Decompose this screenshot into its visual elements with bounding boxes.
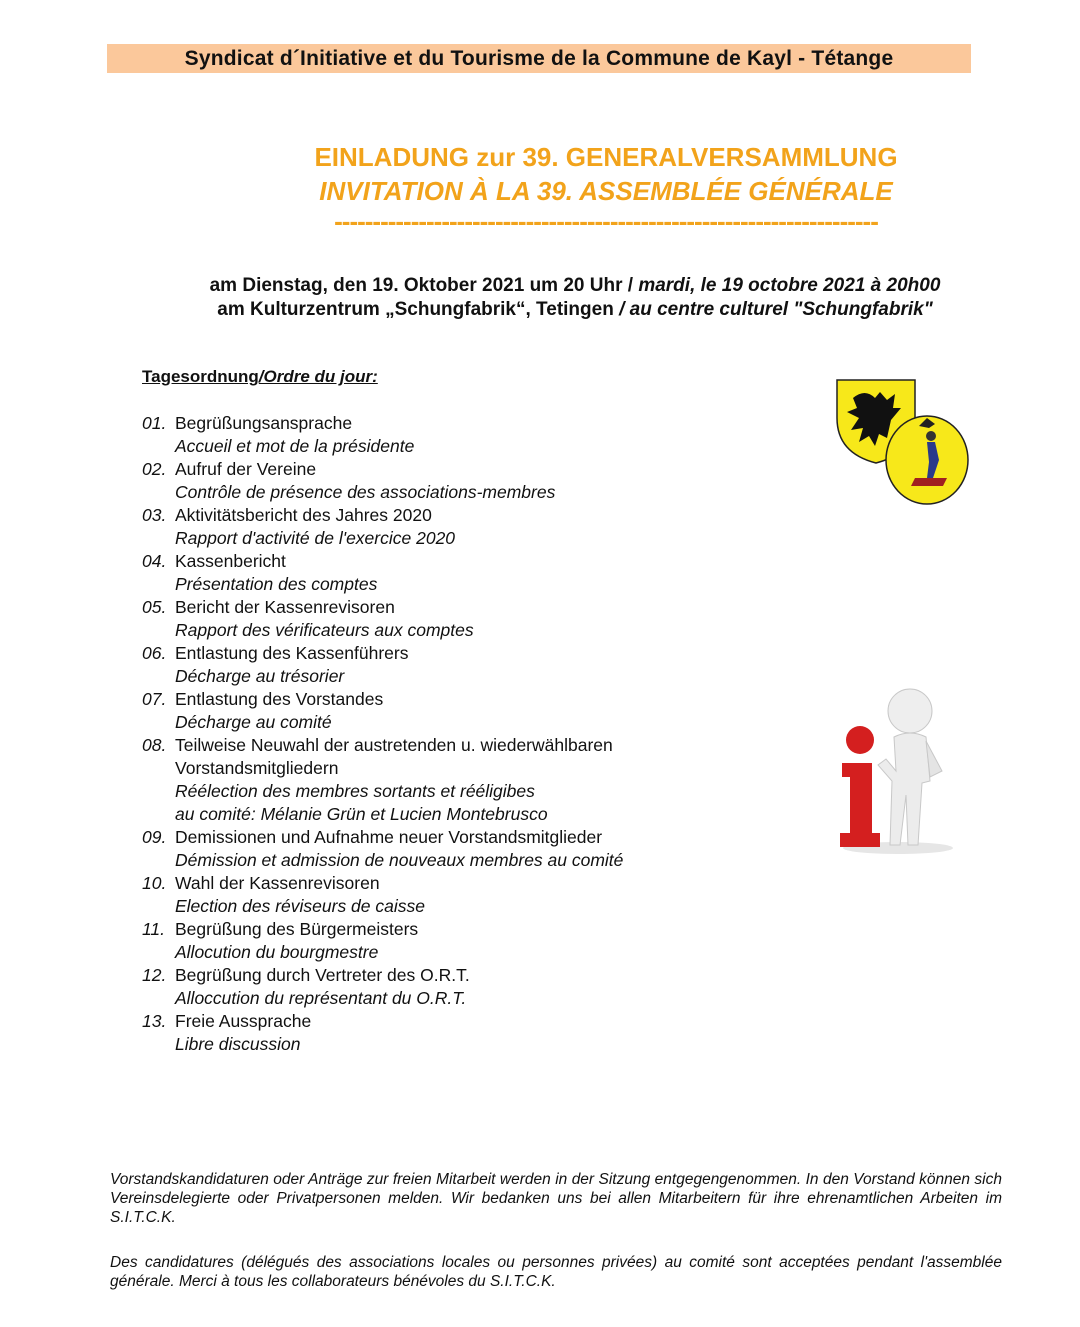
agenda-item-number: 01. bbox=[142, 413, 167, 433]
agenda-item-text bbox=[175, 504, 742, 550]
info-figure-icon bbox=[838, 685, 958, 855]
agenda-item-number: 08. bbox=[142, 735, 167, 755]
agenda-heading-de: Tagesordnung bbox=[142, 367, 259, 386]
agenda-item bbox=[142, 734, 742, 826]
agenda-item-german: Aktivitätsbericht des Jahres 2020 bbox=[175, 505, 432, 525]
agenda-item-french: Allocution du bourgmestre bbox=[175, 942, 379, 962]
agenda-item-french: Présentation des comptes bbox=[175, 574, 378, 594]
agenda-item-german: Wahl der Kassenrevisoren bbox=[175, 873, 380, 893]
event-date-de: am Dienstag, den 19. Oktober 2021 um 20 Uhr / bbox=[209, 275, 639, 296]
agenda-item-text bbox=[175, 1010, 742, 1056]
agenda-item-text bbox=[175, 826, 742, 872]
invitation-title bbox=[240, 140, 972, 234]
agenda-item-text bbox=[175, 550, 742, 596]
title-dash-line: ----------------------------------------------------------------------- bbox=[334, 208, 878, 234]
agenda-item-french: Contrôle de présence des associations-membres bbox=[175, 482, 556, 502]
agenda-item-number: 02. bbox=[142, 459, 167, 479]
agenda-list bbox=[142, 412, 742, 1056]
agenda-item-number: 05. bbox=[142, 597, 167, 617]
agenda-item bbox=[142, 412, 742, 458]
agenda-item-german: Begrüßung durch Vertreter des O.R.T. bbox=[175, 965, 470, 985]
agenda-item bbox=[142, 596, 742, 642]
agenda-item-french: Démission et admission de nouveaux membres au comité bbox=[175, 850, 624, 870]
agenda-item-german: Demissionen und Aufnahme neuer Vorstandsmitglieder bbox=[175, 827, 603, 847]
agenda-item-text bbox=[175, 964, 742, 1010]
agenda-item-number: 10. bbox=[142, 873, 167, 893]
agenda-item-french: Libre discussion bbox=[175, 1034, 301, 1054]
agenda-item-text bbox=[175, 412, 742, 458]
agenda-item bbox=[142, 918, 742, 964]
agenda-item-german: Kassenbericht bbox=[175, 551, 286, 571]
agenda-item-text bbox=[175, 458, 742, 504]
agenda-item bbox=[142, 642, 742, 688]
agenda-item-number: 06. bbox=[142, 643, 167, 663]
agenda-item-number: 03. bbox=[142, 505, 167, 525]
title-german: EINLADUNG zur 39. GENERALVERSAMMLUNG bbox=[314, 142, 898, 172]
agenda-item-text bbox=[175, 918, 742, 964]
agenda-item-number: 07. bbox=[142, 689, 167, 709]
agenda-heading bbox=[142, 367, 378, 387]
agenda-item-text bbox=[175, 734, 742, 826]
agenda-item-french: Accueil et mot de la présidente bbox=[175, 436, 415, 456]
agenda-item-french: Décharge au comité bbox=[175, 712, 332, 732]
agenda-item-text bbox=[175, 688, 742, 734]
agenda-item-german: Begrüßungsansprache bbox=[175, 413, 353, 433]
agenda-item-german: Vorstandsmitgliedern bbox=[175, 758, 339, 778]
event-venue-fr: / au centre culturel "Schungfabrik" bbox=[619, 299, 933, 320]
agenda-item-french: Réélection des membres sortants et rééligibes bbox=[175, 781, 535, 801]
footer-note-de: Vorstandskandidaturen oder Anträge zur freien Mitarbeit werden in der Sitzung entgegengenommen. In den Vorstand können sich Vereinsdelegierte oder Privatpersonen melden. Wir bedanken uns bei allen Mitarbeitern für ihre ehrenamtlichen Arbeiten im S.I.T.C.K. bbox=[110, 1171, 1002, 1226]
agenda-item bbox=[142, 1010, 742, 1056]
agenda-item-number: 11. bbox=[142, 919, 166, 939]
agenda-item-text bbox=[175, 872, 742, 918]
agenda-item-text bbox=[175, 596, 742, 642]
agenda-item-german: Teilweise Neuwahl der austretenden u. wiederwählbaren bbox=[175, 735, 613, 755]
agenda-item bbox=[142, 458, 742, 504]
coat-of-arms-icon bbox=[835, 378, 970, 506]
agenda-item bbox=[142, 826, 742, 872]
footer-note-fr: Des candidatures (délégués des associations locales ou personnes privées) au comité sont acceptées pendant l'assemblée générale. Merci à tous les collaborateurs bénévoles du S.I.T.C.K. bbox=[110, 1254, 1002, 1290]
agenda-item-text bbox=[175, 642, 742, 688]
agenda-item-french: Alloccution du représentant du O.R.T. bbox=[175, 988, 467, 1008]
agenda-item-german: Aufruf der Vereine bbox=[175, 459, 317, 479]
agenda-item-german: Entlastung des Vorstandes bbox=[175, 689, 384, 709]
event-details bbox=[110, 274, 1040, 322]
event-date-line bbox=[110, 274, 1040, 298]
agenda-item bbox=[142, 550, 742, 596]
agenda-item-german: Freie Aussprache bbox=[175, 1011, 312, 1031]
agenda-item bbox=[142, 872, 742, 918]
event-venue-de: am Kulturzentrum „Schungfabrik“, Tetingen bbox=[217, 299, 620, 320]
agenda-item-number: 13. bbox=[142, 1011, 167, 1031]
agenda-item-french: Décharge au trésorier bbox=[175, 666, 345, 686]
agenda-item-french: au comité: Mélanie Grün et Lucien Montebrusco bbox=[175, 804, 548, 824]
agenda-item bbox=[142, 964, 742, 1010]
agenda-item-number: 04. bbox=[142, 551, 167, 571]
agenda-item-german: Bericht der Kassenrevisoren bbox=[175, 597, 395, 617]
event-date-fr: mardi, le 19 octobre 2021 à 20h00 bbox=[638, 275, 941, 296]
agenda-item-french: Rapport d'activité de l'exercice 2020 bbox=[175, 528, 456, 548]
agenda-item-french: Rapport des vérificateurs aux comptes bbox=[175, 620, 474, 640]
agenda-item-french: Election des réviseurs de caisse bbox=[175, 896, 425, 916]
agenda-item-number: 12. bbox=[142, 965, 167, 985]
agenda-item-german: Begrüßung des Bürgermeisters bbox=[175, 919, 419, 939]
agenda-item bbox=[142, 688, 742, 734]
title-french: INVITATION À LA 39. ASSEMBLÉE GÉNÉRALE bbox=[319, 176, 893, 206]
agenda-heading-fr: /Ordre du jour: bbox=[258, 367, 378, 386]
agenda-item bbox=[142, 504, 742, 550]
header-title: Syndicat d´Initiative et du Tourisme de la Commune de Kayl - Tétange bbox=[184, 46, 894, 70]
agenda-item-german: Entlastung des Kassenführers bbox=[175, 643, 409, 663]
agenda-item-number: 09. bbox=[142, 827, 167, 847]
header-band bbox=[107, 44, 971, 73]
event-venue-line bbox=[110, 298, 1040, 322]
